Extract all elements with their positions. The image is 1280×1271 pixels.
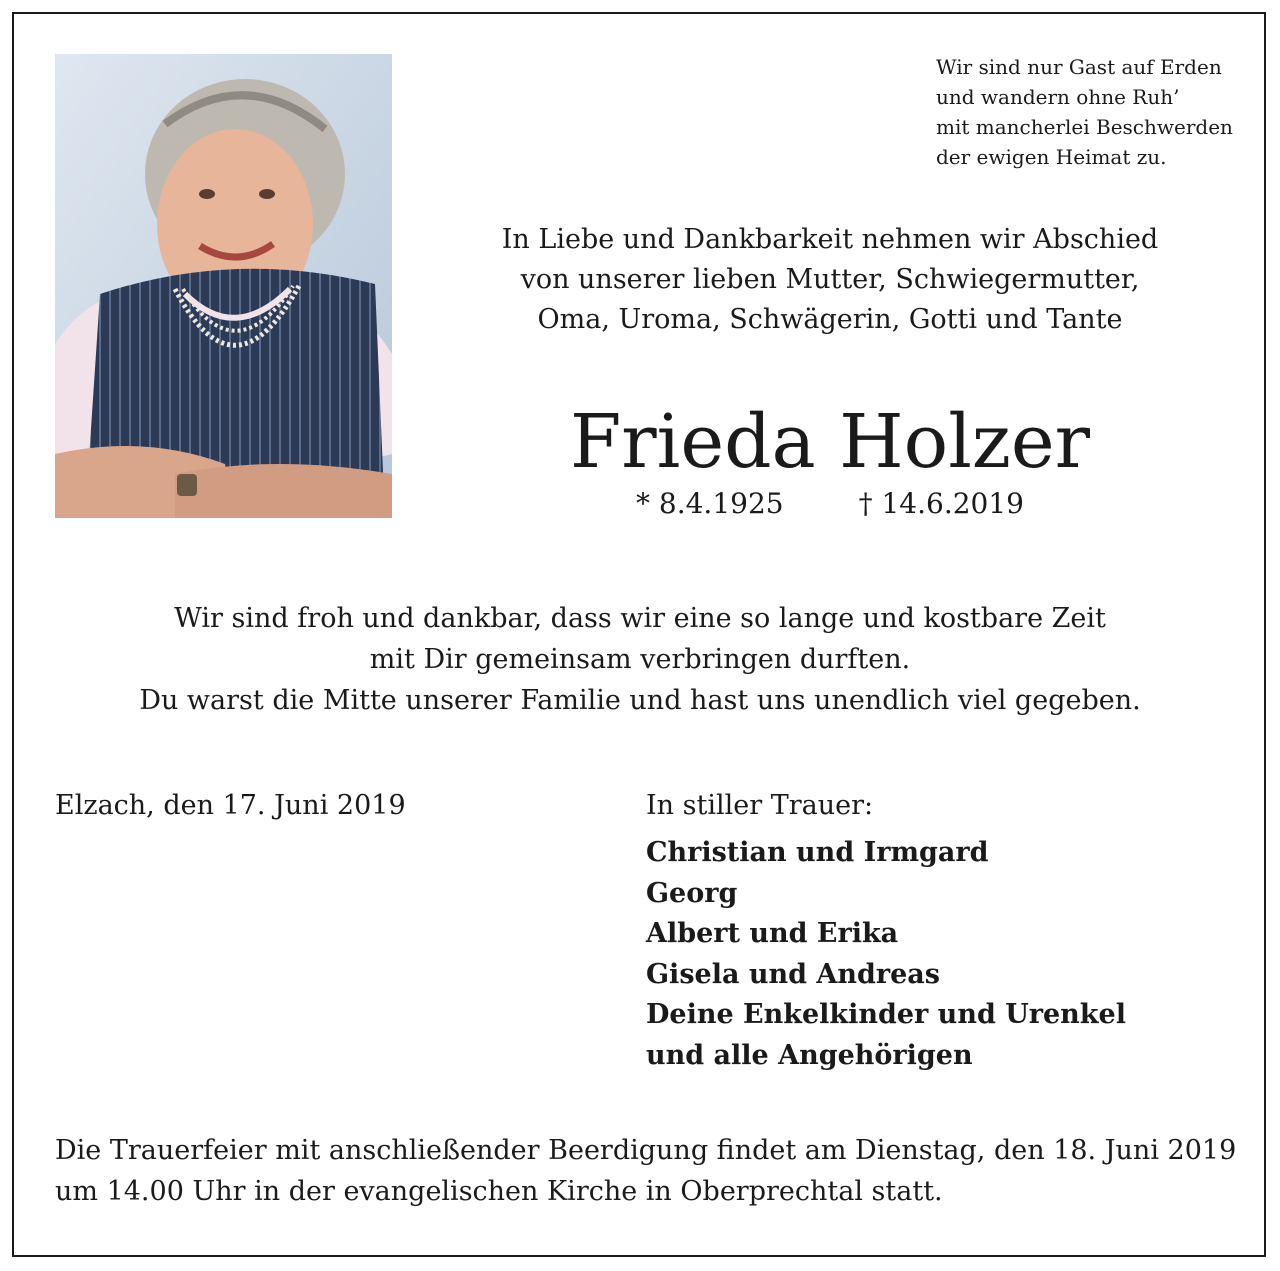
farewell-intro: [440, 220, 1220, 340]
death-date: † 14.6.2019: [858, 487, 1024, 520]
mourner-entry: Deine Enkelkinder und Urenkel: [646, 999, 1126, 1030]
verse-line: der ewigen Heimat zu.: [936, 145, 1167, 169]
verse-line: und wandern ohne Ruh’: [936, 85, 1180, 109]
mourner-entry: Georg: [646, 877, 738, 909]
verse-line: Wir sind nur Gast auf Erden: [936, 55, 1222, 79]
intro-line: In Liebe und Dankbarkeit nehmen wir Abschied: [501, 224, 1159, 255]
mourning-label: In stiller Trauer:: [646, 790, 874, 821]
mourner-entry: Gisela und Andreas: [646, 958, 940, 990]
funeral-notice: [55, 1130, 1255, 1212]
verse-line: mit mancherlei Beschwerden: [936, 115, 1233, 139]
thanks-line: Du warst die Mitte unserer Familie und hast uns unendlich viel gegeben.: [139, 685, 1141, 716]
portrait-photo: [55, 54, 392, 518]
birth-date: * 8.4.1925: [636, 487, 784, 520]
thanks-line: mit Dir gemeinsam verbringen durften.: [369, 644, 911, 675]
intro-line: Oma, Uroma, Schwägerin, Gotti und Tante: [537, 304, 1123, 335]
mourner-entry: Christian und Irmgard: [646, 837, 989, 868]
place-and-date: Elzach, den 17. Juni 2019: [55, 790, 406, 821]
funeral-line: um 14.00 Uhr in der evangelischen Kirche in Oberprechtal statt.: [55, 1176, 943, 1207]
mourner-entry: Albert und Erika: [646, 918, 899, 949]
thanks-line: Wir sind froh und dankbar, dass wir eine so lange und kostbare Zeit: [174, 603, 1106, 634]
thanks-text: [40, 598, 1240, 721]
deceased-name: Frieda Holzer: [569, 399, 1091, 485]
funeral-line: Die Trauerfeier mit anschließender Beerdigung findet am Dienstag, den 18. Juni 2019: [55, 1135, 1237, 1166]
intro-line: von unserer lieben Mutter, Schwiegermutter,: [520, 264, 1140, 295]
life-dates: [440, 484, 1220, 524]
mourners-list: [646, 833, 1126, 1076]
verse-poem: [936, 52, 1256, 172]
mourner-entry: und alle Angehörigen: [646, 1039, 973, 1071]
